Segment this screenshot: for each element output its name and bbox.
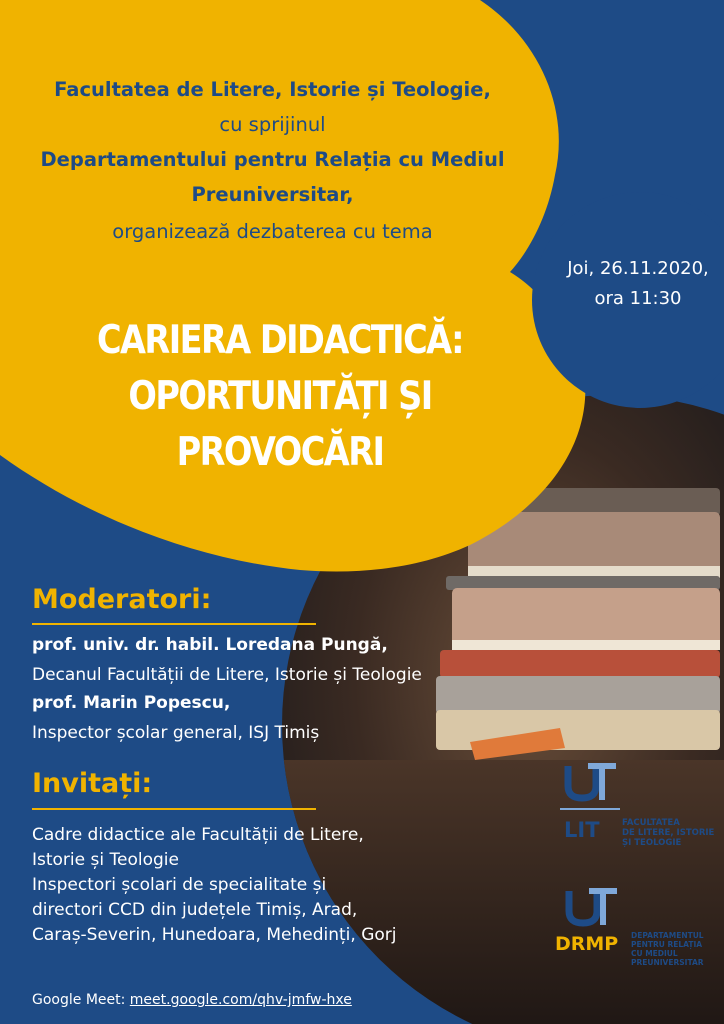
lit-name-line-2: DE LITERE, ISTORIE — [622, 828, 715, 838]
drmp-name-line-4: PREUNIVERSITAR — [631, 958, 704, 967]
guest-line-1: Cadre didactice ale Facultății de Litere, — [32, 825, 364, 845]
footer-label: Google Meet: — [32, 992, 126, 1008]
guest-line-2: Istorie și Teologie — [32, 850, 179, 870]
lit-name-line-1: FACULTATEA — [622, 818, 680, 828]
drmp-abbr: DRMP — [555, 933, 619, 955]
guests-heading: Invitați: — [32, 768, 153, 799]
moderator-2-name: prof. Marin Popescu, — [32, 693, 231, 713]
faculty-name: Facultatea de Litere, Istorie și Teologie, — [54, 78, 491, 101]
drmp-name-line-3: CU MEDIUL — [631, 949, 678, 958]
uvt-logo-icon-2 — [563, 885, 623, 929]
title-line-2: OPORTUNITĂȚI ȘI PROVOCĂRI — [128, 374, 432, 475]
drmp-name-line-1: DEPARTAMENTUL — [631, 931, 704, 940]
moderators-divider — [32, 623, 316, 625]
guest-line-5: Caraș-Severin, Hunedoara, Mehedinți, Gorj — [32, 925, 397, 945]
moderator-2-role: Inspector școlar general, ISJ Timiș — [32, 723, 320, 743]
uvt-logo-icon — [562, 760, 622, 804]
guest-line-4: directori CCD din județele Timiș, Arad, — [32, 900, 358, 920]
footer — [32, 992, 352, 1008]
drmp-name-line-2: PENTRU RELAȚIA — [631, 940, 703, 949]
lit-divider — [560, 808, 620, 810]
department-line-2: Preuniversitar, — [191, 183, 354, 206]
lit-full-name — [622, 818, 714, 848]
organizes-text: organizează dezbaterea cu tema — [112, 220, 433, 243]
title-line-1: CARIERA DIDACTICĂ: — [96, 318, 464, 363]
meet-link[interactable]: meet.google.com/qhv-jmfw-hxe — [129, 992, 352, 1008]
moderators-heading: Moderatori: — [32, 584, 212, 615]
drmp-full-name — [631, 931, 704, 967]
department-line-1: Departamentului pentru Relația cu Mediul — [40, 148, 505, 171]
event-date: Joi, 26.11.2020, — [567, 258, 709, 279]
lit-abbr: LIT — [564, 818, 600, 842]
moderator-1-role: Decanul Facultății de Litere, Istorie și Teologie — [32, 665, 422, 685]
support-text: cu sprijinul — [219, 113, 326, 136]
lit-name-line-3: ȘI TEOLOGIE — [622, 838, 682, 848]
guests-divider — [32, 808, 316, 810]
moderator-1-name: prof. univ. dr. habil. Loredana Pungă, — [32, 635, 388, 655]
lit-logo — [560, 760, 720, 860]
event-time: ora 11:30 — [594, 288, 682, 309]
drmp-logo — [555, 885, 720, 985]
guest-line-3: Inspectori școlari de specialitate și — [32, 875, 327, 895]
